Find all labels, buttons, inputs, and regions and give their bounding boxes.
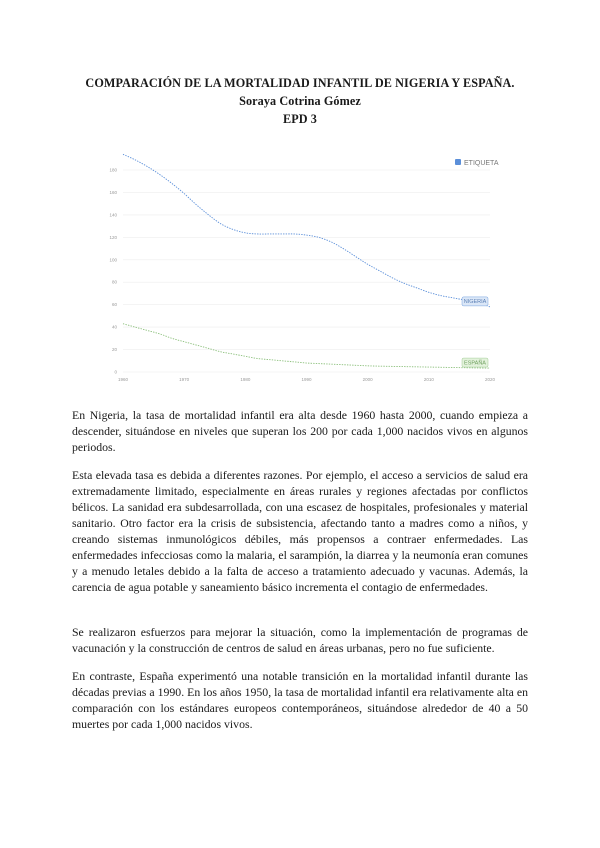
legend-swatch xyxy=(455,159,461,165)
x-tick-label: 1960 xyxy=(117,377,129,382)
series-line-1 xyxy=(123,324,490,368)
x-tick-label: 2010 xyxy=(423,377,434,382)
series-end-label xyxy=(462,358,488,367)
chart-legend[interactable] xyxy=(455,159,499,167)
y-axis-ticks xyxy=(109,168,117,375)
series-label-text: ESPAÑA xyxy=(464,360,486,367)
document-title: COMPARACIÓN DE LA MORTALIDAD INFANTIL DE NIGERIA Y ESPAÑA. xyxy=(85,76,515,90)
x-tick-label: 1970 xyxy=(179,377,190,382)
paragraph-causes: Esta elevada tasa es debida a diferentes razones. Por ejemplo, el acceso a servicios de salud era extremadamente limitado, especialmente en áreas rurales y regiones afectadas por conflictos bélicos. La sanidad era subdesarrollada, con una escasez de hospitales, profesionales y material sanitario. Otro factor era la crisis de subsistencia, afectando tanto a madres como a niños, y creando sistemas inmunológicos débiles, más propensos a contraer enfermedades. Las enfermedades infecciosas como la malaria, el sarampión, la diarrea y la neumonía eran comunes y a menudo letales debido a la falta de acceso a tratamiento adecuado y vacunas. Además, la carencia de agua potable y saneamiento básico incrementa el contagio de enfermedades. xyxy=(72,468,528,594)
paragraph-nigeria-trend: En Nigeria, la tasa de mortalidad infantil era alta desde 1960 hasta 2000, cuando empieza a descender, situándose en niveles que superan los 200 por cada 1,000 nacidos vivos en algunos periodos. xyxy=(72,408,528,454)
y-tick-label: 0 xyxy=(114,369,117,375)
y-tick-label: 180 xyxy=(109,167,117,173)
y-tick-label: 100 xyxy=(109,257,117,263)
x-tick-label: 2020 xyxy=(484,377,496,382)
series-labels xyxy=(462,297,488,367)
x-tick-label: 1990 xyxy=(301,377,312,382)
x-tick-label: 1980 xyxy=(240,377,251,382)
chart-grid xyxy=(123,170,490,372)
mortality-line-chart xyxy=(105,150,505,390)
y-tick-label: 160 xyxy=(109,189,117,195)
y-tick-label: 20 xyxy=(111,347,117,353)
document-subtitle: EPD 3 xyxy=(282,112,317,126)
y-tick-label: 40 xyxy=(111,324,117,330)
chart-series xyxy=(123,154,490,368)
series-end-label xyxy=(462,297,488,306)
paragraph-spain: En contraste, España experimentó una notable transición en la mortalidad infantil durante las décadas previas a 1990. En los años 1950, la tasa de mortalidad infantil era relativamente alta en comparación con los estándares europeos contemporáneos, situándose alrededor de 40 a 50 muertes por cada 1,000 nacidos vivos. xyxy=(72,669,528,731)
y-tick-label: 140 xyxy=(109,212,117,218)
series-label-text: NIGERIA xyxy=(463,299,487,306)
x-axis-ticks xyxy=(118,377,496,382)
x-tick-label: 2000 xyxy=(362,377,373,382)
paragraph-efforts: Se realizaron esfuerzos para mejorar la situación, como la implementación de programas de vacunación y la construcción de centros de salud en áreas urbanas, pero no fue suficiente. xyxy=(72,625,528,655)
series-line-0 xyxy=(123,154,490,307)
author-name: Soraya Cotrina Gómez xyxy=(239,94,361,108)
legend-label: ETIQUETA xyxy=(464,160,499,167)
y-tick-label: 60 xyxy=(111,302,117,308)
y-tick-label: 80 xyxy=(111,279,117,285)
y-tick-label: 120 xyxy=(109,234,117,240)
